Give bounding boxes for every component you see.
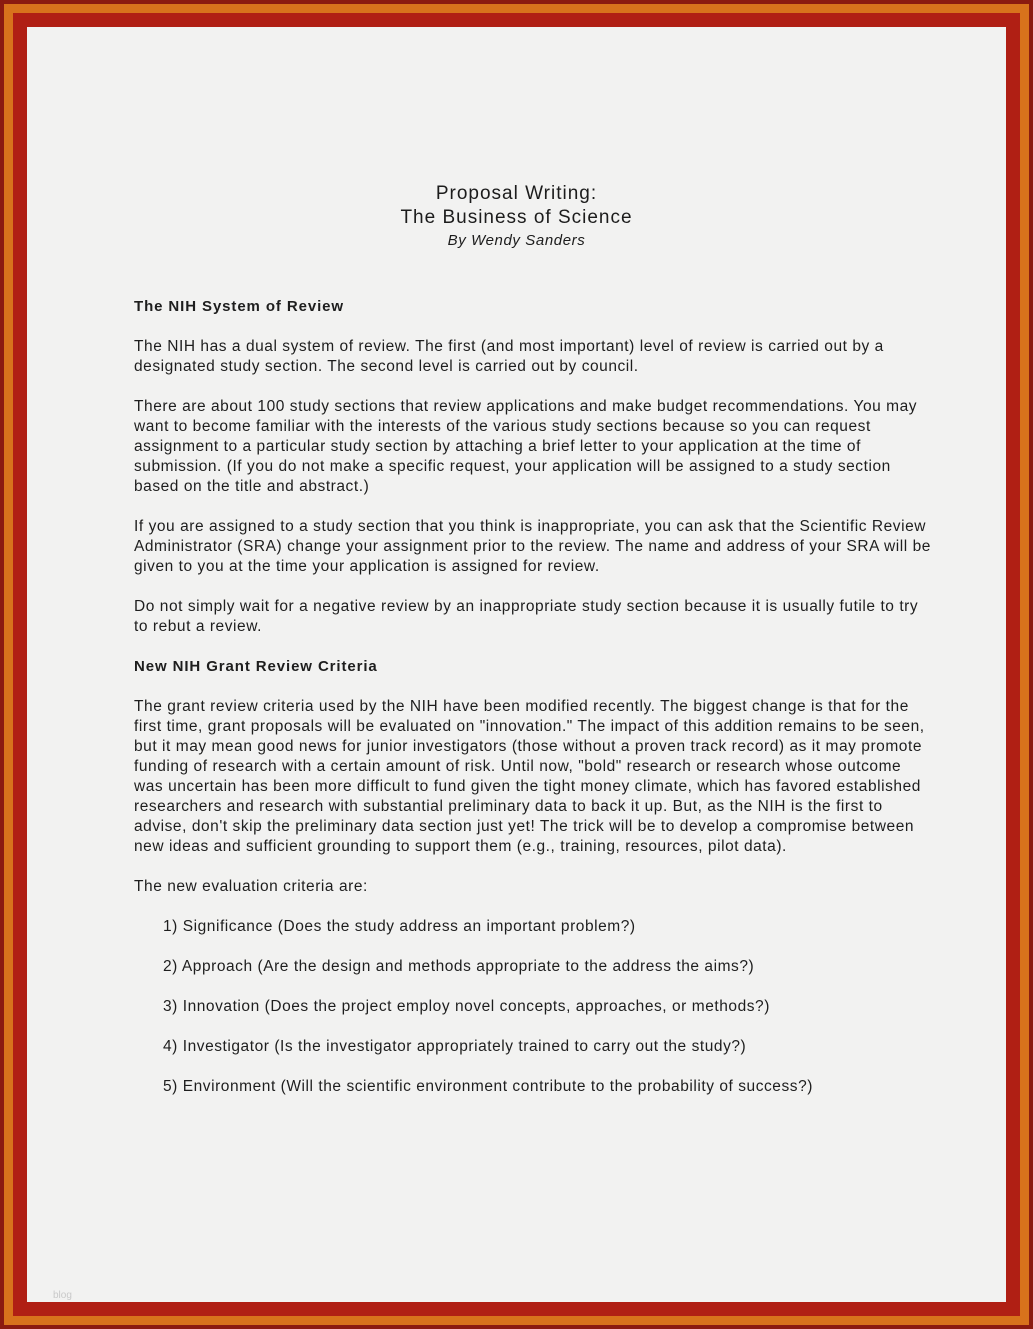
criteria-item: 1) Significance (Does the study address an important problem?) xyxy=(163,918,636,935)
document-title-line2: The Business of Science xyxy=(400,207,633,228)
criteria-item: 3) Innovation (Does the project employ novel concepts, approaches, or methods?) xyxy=(163,998,770,1015)
page-frame-inner xyxy=(13,13,1020,1316)
page-frame-mid xyxy=(4,4,1029,1325)
criteria-item: 2) Approach (Are the design and methods appropriate to the address the aims?) xyxy=(163,958,755,975)
author-byline: By Wendy Sanders xyxy=(447,232,586,249)
title-block xyxy=(27,182,1006,252)
section-heading: New NIH Grant Review Criteria xyxy=(134,658,378,675)
paragraph: The new evaluation criteria are: xyxy=(134,878,368,895)
criteria-list xyxy=(134,917,934,1097)
paragraph: Do not simply wait for a negative review by an inappropriate study section because it is usually futile to try to rebut a review. xyxy=(134,598,919,635)
criteria-item: 5) Environment (Will the scientific environment contribute to the probability of success?) xyxy=(163,1078,813,1095)
document-page xyxy=(27,27,1006,1302)
paragraph: There are about 100 study sections that review applications and make budget recommendations. You may want to become familiar with the interests of the various study sections because so you can request assignment to a particular study section by attaching a brief letter to your application at the time of submission. (If you do not make a specific request, your application will be assigned to a study section based on the title and abstract.) xyxy=(134,398,918,495)
paragraph: The NIH has a dual system of review. The first (and most important) level of review is carried out by a designated study section. The second level is carried out by council. xyxy=(134,338,884,375)
paragraph: If you are assigned to a study section that you think is inappropriate, you can ask that the Scientific Review Administrator (SRA) change your assignment prior to the review. The name and address of your SRA will be given to you at the time your application is assigned for review. xyxy=(134,518,931,575)
paragraph: The grant review criteria used by the NIH have been modified recently. The biggest change is that for the first time, grant proposals will be evaluated on "innovation." The impact of this addition remains to be seen, but it may mean good news for junior investigators (those without a proven track record) as it may promote funding of research with a certain amount of risk. Until now, "bold" research or research whose outcome was uncertain has been more difficult to fund given the tight money climate, which has favored established researchers and research with substantial preliminary data to back it up. But, as the NIH is the first to advise, don't skip the preliminary data section just yet! The trick will be to develop a compromise between new ideas and sufficient grounding to support them (e.g., training, resources, pilot data). xyxy=(134,698,925,855)
watermark-text: blog xyxy=(53,1290,72,1301)
document-body xyxy=(134,297,934,1117)
section-heading: The NIH System of Review xyxy=(134,298,344,315)
criteria-item: 4) Investigator (Is the investigator appropriately trained to carry out the study?) xyxy=(163,1038,747,1055)
document-title-line1: Proposal Writing: xyxy=(435,183,598,204)
